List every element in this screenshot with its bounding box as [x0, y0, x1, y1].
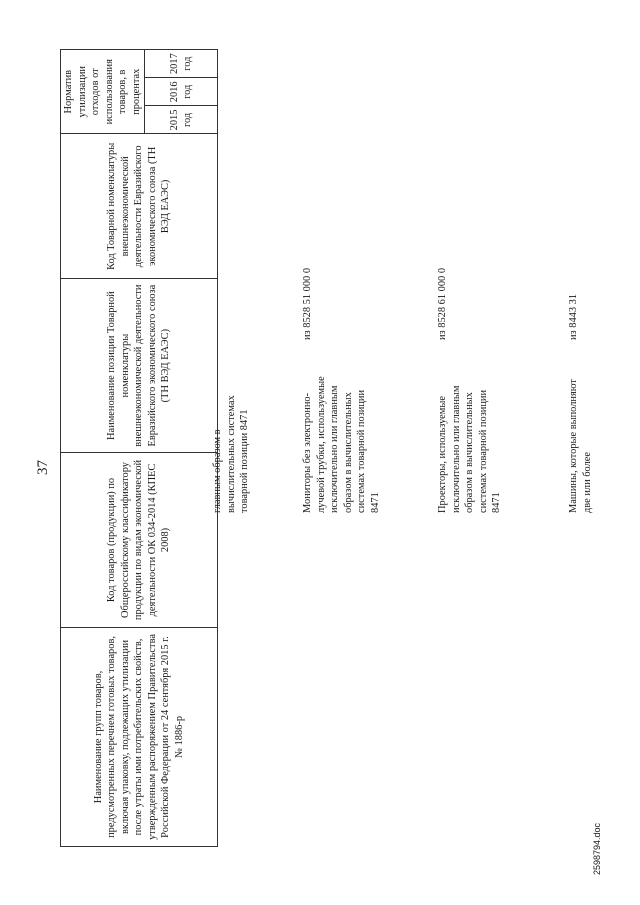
row-name: главным образом в вычислительных системах товарной позиции 8471 [212, 395, 251, 513]
header-col-norm: Норматив утилизации отходов от использования товаров, в процентах [61, 50, 145, 134]
page-number: 37 [35, 460, 51, 475]
header-year-2016: 2016 год [145, 78, 218, 106]
row-code: из 8528 51 000 0 [302, 267, 313, 340]
row-name: Проекторы, используемые исключительно или главным образом в вычислительных системах товарной позиции 8471 [437, 385, 503, 513]
norms-table [60, 49, 218, 847]
header-year-2015: 2015 год [145, 106, 218, 134]
header-col-tnved-name: Наименование позиции Товарной номенклатуры внешнеэкономической деятельности Евразийского экономического союза (ТН ВЭД ЕАЭС) [61, 279, 218, 453]
row-name: Машины, которые выполняют две или более [568, 379, 593, 513]
row-code: из 8528 61 000 0 [437, 267, 448, 340]
row-code: из 8443 31 [568, 293, 579, 340]
row-name: Мониторы без электронно-лучевой трубки, используемые исключительно или главным образом в вычислительных системах товарной позиции 8471 [302, 376, 381, 513]
header-row [61, 50, 145, 847]
header-col-okpd-code: Код товаров (продукции) по Общероссийскому классификатору продукции по видам экономической деятельности ОК 034-2014 (КПЕС 2008) [61, 453, 218, 628]
header-col-tnved-code: Код Товарной номенклатуры внешнеэкономической деятельности Евразийского экономического союза (ТН ВЭД ЕАЭС) [61, 134, 218, 279]
header-year-2017: 2017 год [145, 50, 218, 78]
document-reference: 2598794.doc [592, 822, 602, 875]
header-col-group-name: Наименование групп товаров, предусмотренных перечнем готовых товаров, включая упаковку, подлежащих утилизации после утраты ими потребительских свойств, утвержденным распоряжением Правительства Российской Федерации от 24 сентября 2015 г. № 1886-р [61, 627, 218, 846]
